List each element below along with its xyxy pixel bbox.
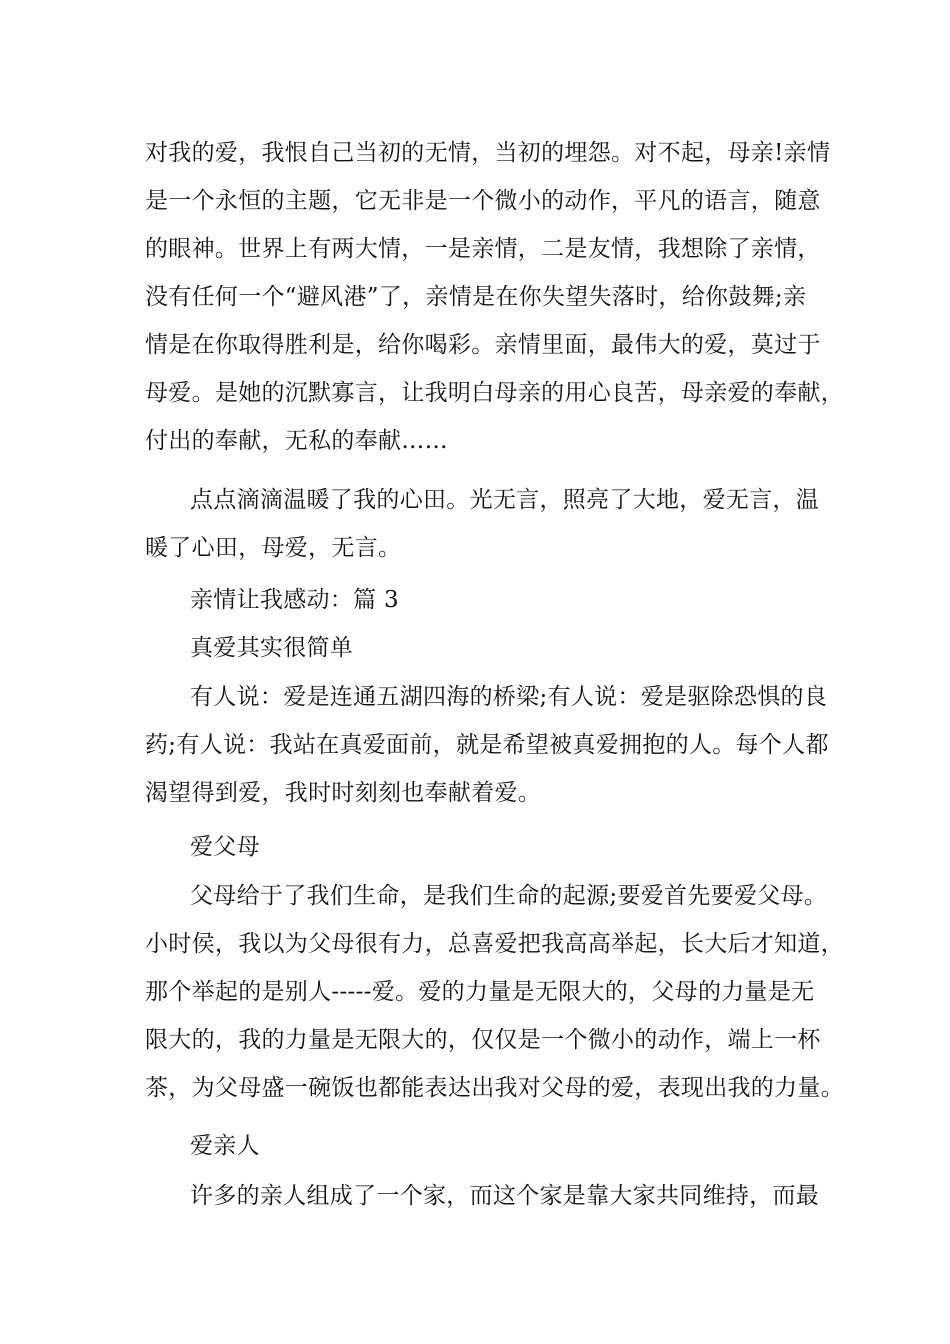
paragraph-line: 渴望得到爱，我时时刻刻也奉献着爱。 — [145, 780, 542, 806]
paragraph-line: 药;有人说：我站在真爱面前，就是希望被真爱拥抱的人。每个人都 — [145, 732, 829, 758]
paragraph-line: 父母给于了我们生命，是我们生命的起源;要爱首先要爱父母。 — [190, 883, 828, 909]
paragraph-line: 付出的奉献，无私的奉献…… — [145, 428, 448, 454]
paragraph-line: 许多的亲人组成了一个家，而这个家是靠大家共同维持，而最 — [190, 1183, 820, 1209]
paragraph-line: 限大的，我的力量是无限大的，仅仅是一个微小的动作，端上一杯 — [145, 1027, 821, 1053]
paragraph-line: 母爱。是她的沉默寡言，让我明白母亲的用心良苦，母亲爱的奉献， — [145, 380, 844, 406]
paragraph-line: 有人说：爱是连通五湖四海的桥梁;有人说：爱是驱除恐惧的良 — [190, 684, 828, 710]
paragraph-line: 情是在你取得胜利是，给你喝彩。亲情里面，最伟大的爱，莫过于 — [145, 332, 821, 358]
paragraph-line: 点点滴滴温暖了我的心田。光无言，照亮了大地，爱无言，温 — [190, 487, 820, 513]
paragraph-line: 是一个永恒的主题，它无非是一个微小的动作，平凡的语言，随意 — [145, 188, 821, 214]
section-heading: 亲情让我感动：篇 3 — [190, 587, 399, 613]
paragraph-line: 的眼神。世界上有两大情，一是亲情，二是友情，我想除了亲情， — [145, 236, 821, 262]
article-title: 真爱其实很简单 — [190, 635, 354, 661]
paragraph-line: 暖了心田，母爱，无言。 — [145, 535, 402, 561]
paragraph-line: 小时侯，我以为父母很有力，总喜爱把我高高举起，长大后才知道， — [145, 931, 844, 957]
paragraph-line: 茶，为父母盛一碗饭也都能表达出我对父母的爱，表现出我的力量。 — [145, 1075, 844, 1101]
paragraph-line: 那个举起的是别人-----爱。爱的力量是无限大的，父母的力量是无 — [145, 979, 815, 1005]
paragraph-line: 没有任何一个“避风港”了，亲情是在你失望失落时，给你鼓舞;亲 — [145, 284, 807, 310]
paragraph-line: 对我的爱，我恨自己当初的无情，当初的埋怨。对不起，母亲!亲情 — [145, 140, 831, 166]
subheading-love-parents: 爱父母 — [190, 834, 260, 860]
subheading-love-relatives: 爱亲人 — [190, 1133, 260, 1159]
